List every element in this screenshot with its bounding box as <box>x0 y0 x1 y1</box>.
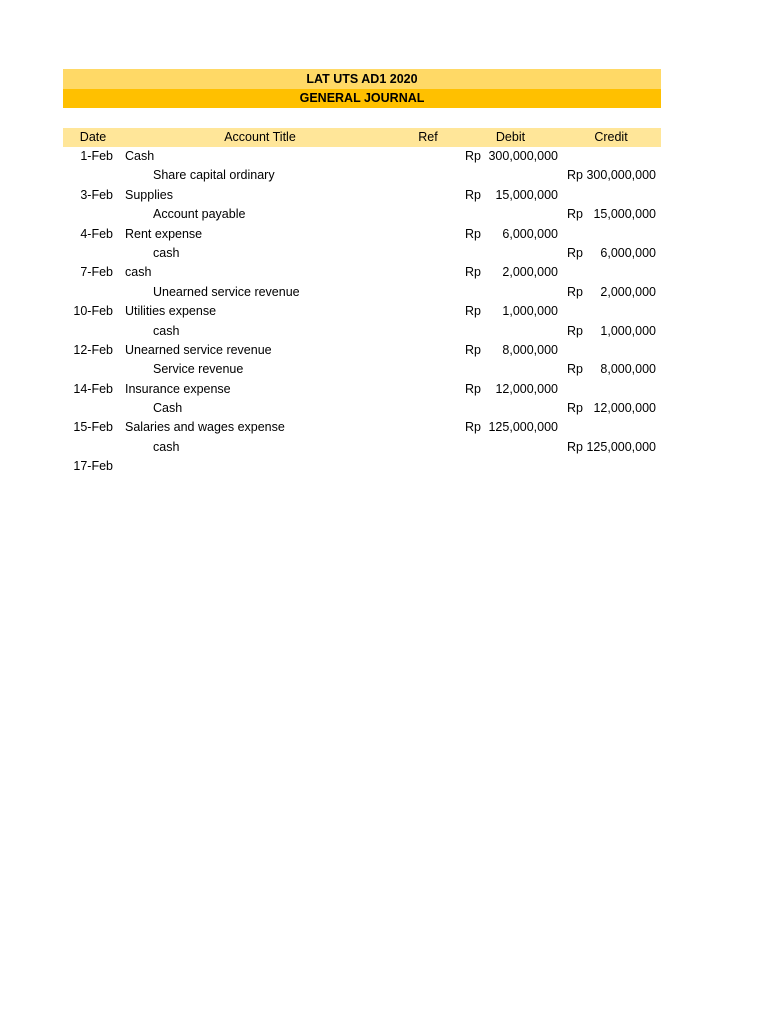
table-row <box>63 205 661 224</box>
entry-debit-amount: 1,000,000 <box>502 304 558 319</box>
entry-credit-currency: Rp <box>567 362 583 377</box>
entry-debit-amount: 125,000,000 <box>488 420 558 435</box>
sheet-title: LAT UTS AD1 2020 <box>63 69 661 89</box>
entry-date: 3-Feb <box>80 187 113 202</box>
entry-debit-amount: 15,000,000 <box>495 187 558 202</box>
entry-debit-amount: 300,000,000 <box>488 149 558 163</box>
entry-account-title: cash <box>153 439 180 454</box>
entry-credit-currency: Rp <box>567 439 583 454</box>
entry-account-title: Utilities expense <box>125 304 217 319</box>
entry-date: 12-Feb <box>73 342 113 357</box>
entry-account-title: Supplies <box>125 187 173 202</box>
entry-debit-amount: 6,000,000 <box>502 226 558 241</box>
table-row <box>63 341 661 360</box>
header-date: Date <box>79 130 107 144</box>
entry-credit-currency: Rp <box>567 245 583 260</box>
entry-date: 15-Feb <box>73 420 113 435</box>
header-debit: Debit <box>495 130 526 144</box>
table-row <box>63 225 661 244</box>
entry-credit-amount: 15,000,000 <box>593 207 656 222</box>
entry-debit-currency: Rp <box>465 149 481 163</box>
entry-debit-currency: Rp <box>465 304 481 319</box>
entry-account-title: Service revenue <box>153 362 244 377</box>
entry-debit-currency: Rp <box>465 420 481 435</box>
entry-account-title: Share capital ordinary <box>153 168 275 183</box>
entry-date: 7-Feb <box>80 265 113 280</box>
spacer-row <box>63 108 661 128</box>
entry-account-title: Unearned service revenue <box>153 284 300 299</box>
table-row <box>63 186 661 205</box>
table-row <box>63 418 661 437</box>
entry-debit-currency: Rp <box>465 265 481 280</box>
entry-credit-amount: 12,000,000 <box>593 401 656 416</box>
entry-date: 4-Feb <box>80 226 113 241</box>
table-row <box>63 322 661 341</box>
entry-account-title: Salaries and wages expense <box>125 420 285 435</box>
entry-credit-amount: 6,000,000 <box>600 245 656 260</box>
entry-debit-currency: Rp <box>465 381 481 396</box>
entry-credit-amount: 2,000,000 <box>600 284 656 299</box>
journal-sheet <box>63 69 661 477</box>
entry-account-title: Cash <box>153 401 183 416</box>
entry-credit-currency: Rp <box>567 207 583 222</box>
entry-account-title: cash <box>125 265 152 280</box>
entry-credit-amount: 8,000,000 <box>600 362 656 377</box>
entry-account-title: cash <box>153 323 180 338</box>
entry-credit-currency: Rp <box>567 168 583 183</box>
sheet-subtitle: GENERAL JOURNAL <box>63 89 661 108</box>
table-row <box>63 302 661 321</box>
table-row <box>63 438 661 457</box>
table-row <box>63 166 661 185</box>
header-account-title: Account Title <box>224 130 296 144</box>
entry-credit-amount: 125,000,000 <box>586 439 656 454</box>
entry-credit-currency: Rp <box>567 284 583 299</box>
entry-account-title: cash <box>153 245 180 260</box>
entry-date: 1-Feb <box>80 149 113 163</box>
entry-debit-amount: 8,000,000 <box>502 342 558 357</box>
table-row <box>63 360 661 379</box>
entry-debit-amount: 2,000,000 <box>502 265 558 280</box>
table-row <box>63 457 661 476</box>
header-credit: Credit <box>594 130 628 144</box>
journal-entries <box>63 147 661 477</box>
table-row <box>63 263 661 282</box>
column-header-row <box>63 128 661 147</box>
entry-date: 14-Feb <box>73 381 113 396</box>
entry-debit-currency: Rp <box>465 226 481 241</box>
entry-account-title: Insurance expense <box>125 381 231 396</box>
entry-date: 17-Feb <box>73 459 113 474</box>
table-row <box>63 147 661 166</box>
entry-account-title: Cash <box>125 149 155 163</box>
entry-credit-currency: Rp <box>567 401 583 416</box>
entry-date: 10-Feb <box>73 304 113 319</box>
entry-debit-currency: Rp <box>465 187 481 202</box>
table-row <box>63 283 661 302</box>
entry-credit-currency: Rp <box>567 323 583 338</box>
entry-credit-amount: 1,000,000 <box>600 323 656 338</box>
entry-account-title: Unearned service revenue <box>125 342 272 357</box>
entry-account-title: Account payable <box>153 207 246 222</box>
table-row <box>63 399 661 418</box>
entry-credit-amount: 300,000,000 <box>586 168 656 183</box>
entry-account-title: Rent expense <box>125 226 203 241</box>
header-ref: Ref <box>418 130 438 144</box>
entry-debit-amount: 12,000,000 <box>495 381 558 396</box>
entry-debit-currency: Rp <box>465 342 481 357</box>
table-row <box>63 244 661 263</box>
table-row <box>63 380 661 399</box>
